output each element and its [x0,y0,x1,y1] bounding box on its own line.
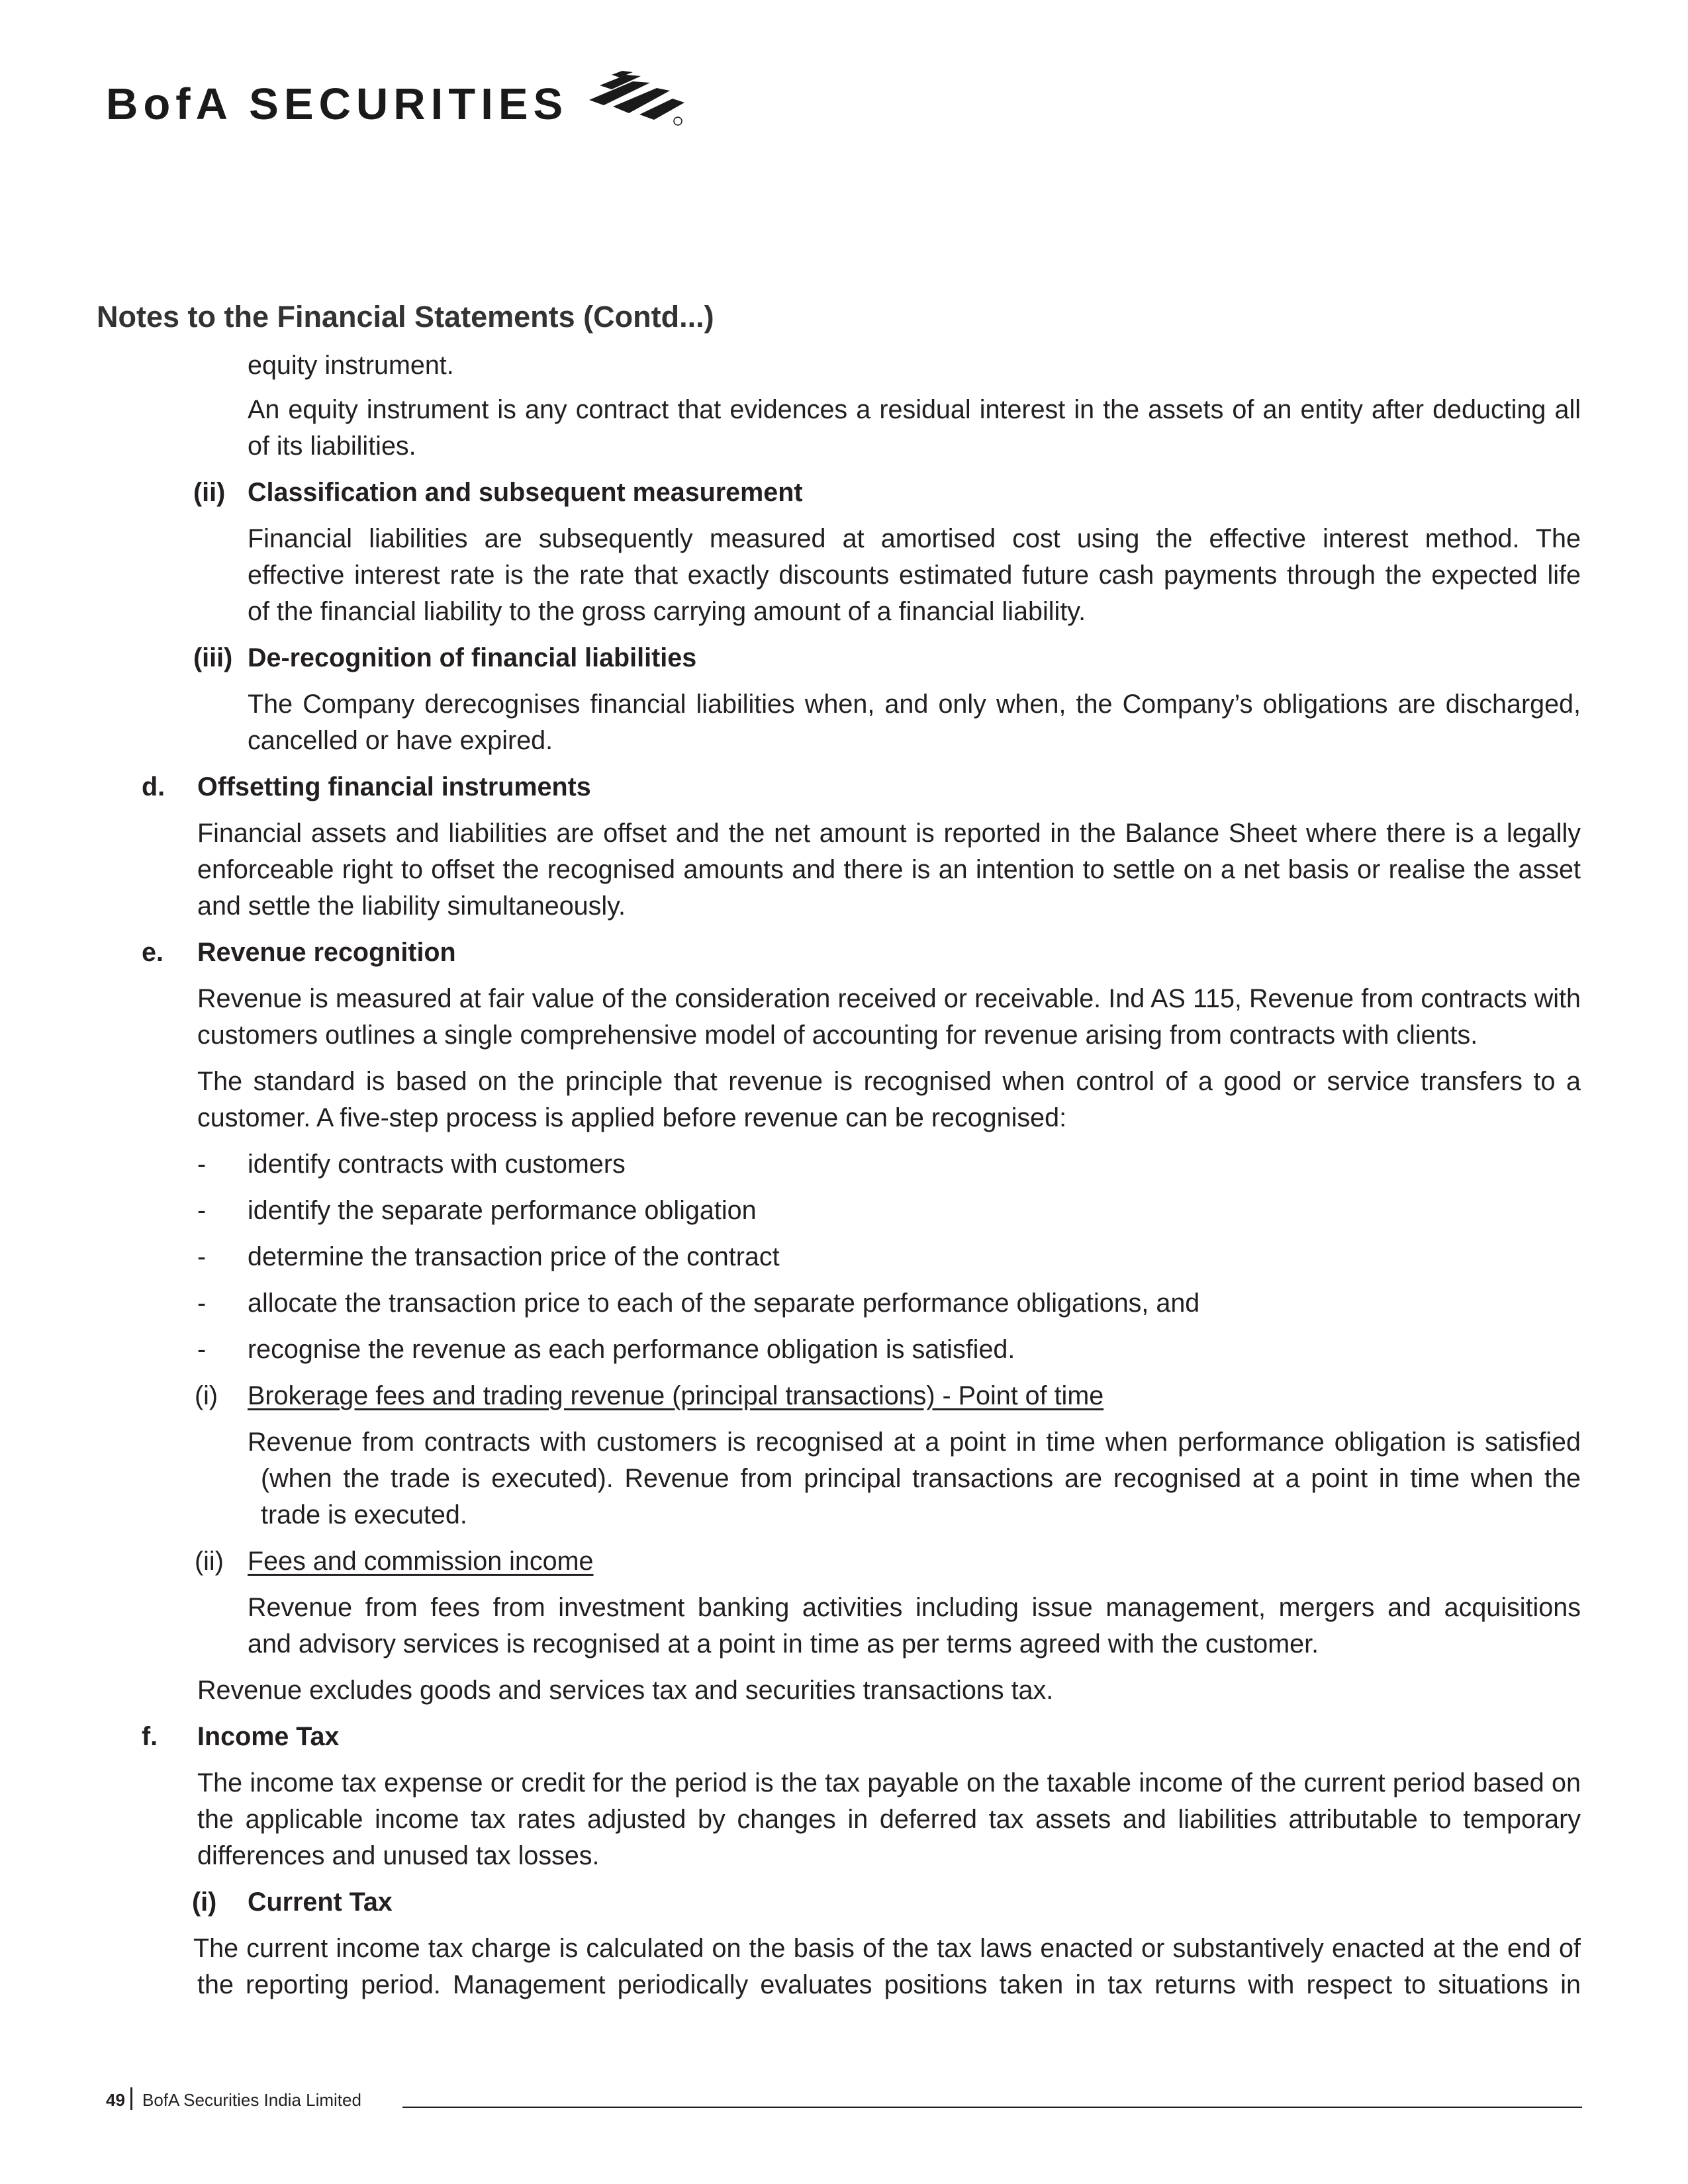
bullet-dash: - [197,1196,207,1225]
paragraph-offsetting-line1: Financial assets and liabilities are offset and the net amount is reported in the Balance Sheet where there is a legally [197,819,1581,848]
paragraph-revenue-excludes: Revenue excludes goods and services tax and securities transactions tax. [197,1676,1054,1705]
paragraph-derecognition-line1: The Company derecognises financial liabilities when, and only when, the Company’s obligations are discharged, [248,690,1581,719]
heading-number-current-tax: (i) [192,1888,217,1917]
subheading-number-ii: (ii) [195,1547,224,1576]
paragraph-fees-line1: Revenue from fees from investment banking activities including issue management, mergers and acquisitions [248,1593,1581,1622]
paragraph-income-tax-line1: The income tax expense or credit for the period is the tax payable on the taxable income of the current period based on [197,1768,1581,1797]
paragraph-equity-instrument: equity instrument. [248,351,454,380]
paragraph-offsetting-line3: and settle the liability simultaneously. [197,891,626,921]
list-item: recognise the revenue as each performance obligation is satisfied. [248,1335,1015,1364]
heading-income-tax: Income Tax [197,1722,340,1751]
paragraph-classification-line2: effective interest rate is the rate that exactly discounts estimated future cash payments through the expected life [248,561,1581,590]
heading-letter-d: d. [142,772,165,801]
paragraph-brokerage-line1: Revenue from contracts with customers is recognised at a point in time when performance obligation is satisfied [248,1428,1581,1457]
paragraph-standard-line2: customer. A five-step process is applied before revenue can be recognised: [197,1103,1067,1132]
brand-logo [106,68,698,140]
paragraph-classification-line3: of the financial liability to the gross carrying amount of a financial liability. [248,597,1086,626]
bullet-dash: - [197,1289,207,1318]
list-item: determine the transaction price of the contract [248,1242,780,1271]
footer-divider [130,2087,132,2110]
bullet-dash: - [197,1335,207,1364]
page-number: 49 [106,2090,125,2110]
footer-company-name: BofA Securities India Limited [142,2090,361,2110]
paragraph-derecognition-line2: cancelled or have expired. [248,726,553,755]
paragraph-income-tax-line3: differences and unused tax losses. [197,1841,600,1870]
heading-letter-f: f. [142,1722,158,1751]
heading-revenue-recognition: Revenue recognition [197,938,456,967]
paragraph-income-tax-line2: the applicable income tax rates adjusted by changes in deferred tax assets and liabilities attributable to temporary [197,1805,1581,1834]
list-item: identify contracts with customers [248,1150,626,1179]
list-item: identify the separate performance obligation [248,1196,757,1225]
paragraph-revenue-line1: Revenue is measured at fair value of the consideration received or receivable. Ind AS 115, Revenue from contracts with [197,984,1581,1013]
heading-current-tax: Current Tax [248,1888,393,1917]
heading-letter-e: e. [142,938,164,967]
paragraph-brokerage-line3: trade is executed. [261,1500,467,1529]
paragraph-current-tax-line2: the reporting period. Management periodically evaluates positions taken in tax returns with respect to situations in [197,1970,1581,1999]
page-title: Notes to the Financial Statements (Contd...) [97,300,714,334]
paragraph-classification-line1: Financial liabilities are subsequently measured at amortised cost using the effective interest method. The [248,524,1581,553]
subheading-fees-commission: Fees and commission income [248,1547,594,1576]
heading-classification-measurement: Classification and subsequent measurement [248,478,803,507]
paragraph-revenue-line2: customers outlines a single comprehensive model of accounting for revenue arising from contracts with clients. [197,1021,1478,1050]
paragraph-current-tax-line1: The current income tax charge is calculated on the basis of the tax laws enacted or substantively enacted at the end of [193,1934,1581,1963]
paragraph-standard-line1: The standard is based on the principle that revenue is recognised when control of a good or service transfers to a [197,1067,1581,1096]
paragraph-offsetting-line2: enforceable right to offset the recognised amounts and there is an intention to settle on a net basis or realise the asset [197,855,1581,884]
paragraph-brokerage-line2: (when the trade is executed). Revenue from principal transactions are recognised at a point in time when the [261,1464,1581,1493]
bullet-dash: - [197,1242,207,1271]
heading-number-iii: (iii) [193,643,233,672]
paragraph-equity-definition-line2: of its liabilities. [248,432,416,461]
bofa-flag-stripes-icon [585,67,698,130]
heading-number-ii: (ii) [193,478,226,507]
subheading-brokerage-fees: Brokerage fees and trading revenue (principal transactions) - Point of time [248,1381,1104,1410]
paragraph-equity-definition-line1: An equity instrument is any contract that evidences a residual interest in the assets of an entity after deducting all [248,395,1581,424]
footer-rule [402,2107,1582,2108]
bullet-dash: - [197,1150,207,1179]
list-item: allocate the transaction price to each of the separate performance obligations, and [248,1289,1200,1318]
heading-derecognition: De-recognition of financial liabilities [248,643,697,672]
subheading-number-i: (i) [195,1381,218,1410]
brand-name: BofA SECURITIES [106,79,569,129]
paragraph-fees-line2: and advisory services is recognised at a point in time as per terms agreed with the customer. [248,1629,1319,1659]
heading-offsetting: Offsetting financial instruments [197,772,591,801]
